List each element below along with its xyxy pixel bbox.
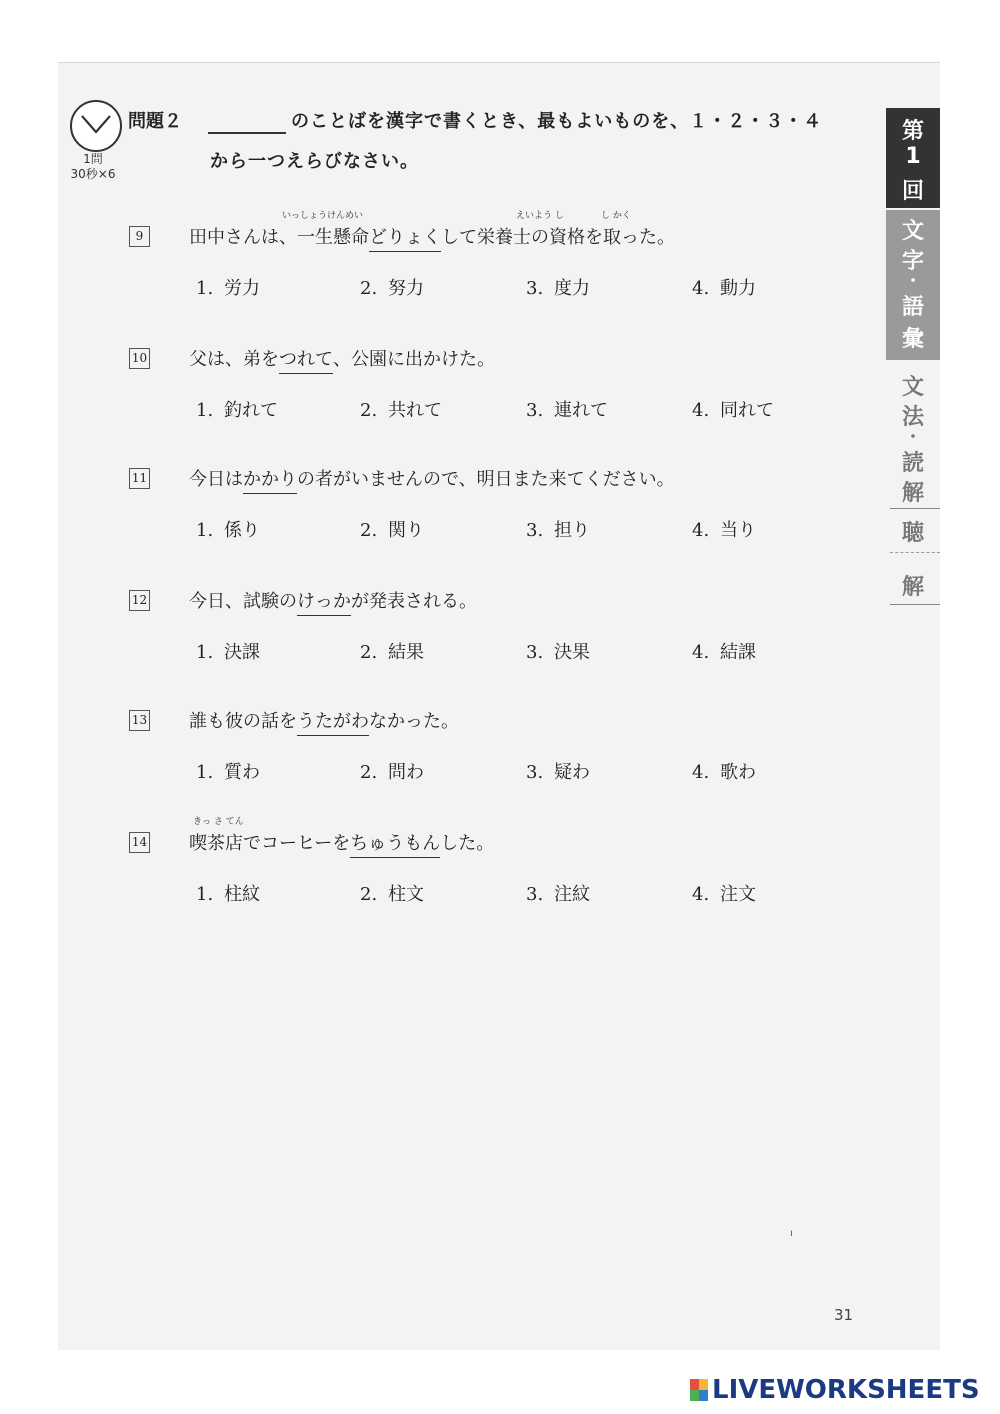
choice-number: 3. (526, 884, 544, 905)
choice-2[interactable] (360, 396, 442, 422)
choice-1[interactable] (196, 758, 260, 784)
brand-name: LIVEWORKSHEETS (712, 1375, 980, 1405)
stem-text: 喫茶店でコーヒーを (189, 833, 351, 854)
instruction-blank-line (208, 132, 286, 134)
choice-text: 注文 (720, 884, 756, 905)
logo-square (690, 1379, 699, 1390)
time-allowance-label (60, 152, 126, 182)
choice-text: 柱文 (388, 884, 424, 905)
tab-char: ・ (904, 427, 921, 446)
page-number: 31 (834, 1306, 854, 1324)
choice-4[interactable] (692, 880, 756, 906)
question-number: 13 (129, 710, 150, 731)
choice-text: 質わ (224, 762, 260, 783)
choice-number: 4. (692, 642, 710, 663)
choice-3[interactable] (526, 516, 590, 542)
tab-char: 文 (901, 219, 924, 244)
choice-text: 共れて (388, 400, 442, 421)
tab-char: 字 (901, 249, 924, 274)
liveworksheets-brand[interactable] (690, 1375, 980, 1405)
choice-number: 2. (360, 642, 378, 663)
question-number: 12 (129, 590, 150, 611)
liveworksheets-logo-icon (690, 1379, 708, 1401)
choice-3[interactable] (526, 758, 590, 784)
choice-text: 結課 (720, 642, 756, 663)
choice-number: 2. (360, 884, 378, 905)
tab-char: 回 (901, 179, 924, 204)
furigana: いっしょうけんめい (282, 211, 364, 221)
choice-number: 4. (692, 884, 710, 905)
choice-number: 1. (196, 400, 214, 421)
furigana: し かく (601, 211, 631, 221)
stem-text: 誰も彼の話を (189, 711, 297, 732)
choice-1[interactable] (196, 274, 260, 300)
choice-number: 4. (692, 400, 710, 421)
tab-char: ・ (904, 271, 921, 290)
stem-text: なかった。 (369, 711, 459, 732)
tab-char: 聴 (901, 521, 924, 546)
underlined-target-word: つれて (279, 345, 333, 374)
choice-text: 柱紋 (224, 884, 260, 905)
choice-2[interactable] (360, 274, 424, 300)
choice-number: 1. (196, 278, 214, 299)
stray-mark: ı (790, 1228, 793, 1239)
choice-number: 3. (526, 400, 544, 421)
choice-4[interactable] (692, 396, 774, 422)
stem-text: 、公園に出かけた。 (333, 349, 495, 370)
stem-text: が発表される。 (351, 591, 477, 612)
stem-text: 今日、試験の (189, 591, 297, 612)
choice-text: 問わ (388, 762, 424, 783)
choice-number: 3. (526, 762, 544, 783)
tab-char: 文 (901, 375, 924, 400)
tab-char: 1 (905, 144, 921, 169)
choice-text: 歌わ (720, 762, 756, 783)
choice-number: 3. (526, 278, 544, 299)
choice-number: 2. (360, 520, 378, 541)
tab-char: 彙 (901, 327, 924, 352)
choice-text: 連れて (554, 400, 608, 421)
timer-icon (70, 100, 122, 152)
underlined-target-word: どりょく (369, 223, 441, 252)
answer-choices (196, 638, 796, 664)
logo-square (699, 1379, 708, 1390)
choice-number: 3. (526, 520, 544, 541)
choice-4[interactable] (692, 638, 756, 664)
tab-char: 語 (901, 295, 924, 320)
choice-text: 疑わ (554, 762, 590, 783)
choice-text: 度力 (554, 278, 590, 299)
tab-divider (890, 552, 940, 553)
instruction-line-2: から一つえらびなさい。 (210, 151, 419, 172)
tab-char: 解 (901, 575, 924, 600)
logo-square (690, 1390, 699, 1401)
furigana: えいよう し (516, 211, 564, 221)
choice-text: 注紋 (554, 884, 590, 905)
furigana: きっ さ てん (193, 817, 244, 827)
choice-text: 結果 (388, 642, 424, 663)
choice-number: 4. (692, 520, 710, 541)
question-number: 9 (129, 226, 150, 247)
stem-text: 父は、弟を (189, 349, 279, 370)
tab-divider (890, 508, 940, 509)
choice-text: 関り (388, 520, 424, 541)
tab-char: 解 (901, 481, 924, 506)
choice-number: 2. (360, 278, 378, 299)
stem-text: した。 (440, 833, 495, 854)
choice-1[interactable] (196, 516, 260, 542)
choice-number: 2. (360, 400, 378, 421)
instruction-line-1: のことばを漢字で書くとき、最もよいものを、１・２・３・４ (291, 111, 823, 132)
logo-square (699, 1390, 708, 1401)
page-top-edge (58, 62, 940, 63)
choice-text: 当り (720, 520, 756, 541)
choice-number: 1. (196, 762, 214, 783)
stem-text: 今日は (189, 469, 243, 490)
choice-4[interactable] (692, 516, 756, 542)
question-stem (189, 829, 494, 858)
time-per-question: 1問 (83, 152, 103, 166)
answer-choices (196, 758, 796, 784)
time-total: 30秒×6 (70, 167, 116, 181)
tab-char: 法 (901, 405, 924, 430)
tab-divider (890, 604, 940, 605)
question-stem (189, 707, 459, 736)
choice-3[interactable] (526, 638, 590, 664)
choice-2[interactable] (360, 880, 424, 906)
question-number: 11 (129, 468, 150, 489)
question-stem (189, 465, 675, 494)
choice-4[interactable] (692, 274, 756, 300)
choice-3[interactable] (526, 880, 590, 906)
question-stem (189, 345, 495, 374)
choice-text: 同れて (720, 400, 774, 421)
choice-number: 4. (692, 762, 710, 783)
stem-text: 田中さんは、一生懸命 (189, 227, 369, 248)
stem-text: の者がいませんので、明日また来てください。 (297, 469, 675, 490)
choice-2[interactable] (360, 638, 424, 664)
choice-1[interactable] (196, 396, 278, 422)
choice-number: 2. (360, 762, 378, 783)
choice-3[interactable] (526, 396, 608, 422)
question-stem (189, 587, 477, 616)
problem-title: 問題２ (128, 111, 182, 132)
answer-choices (196, 274, 796, 300)
choice-text: 努力 (388, 278, 424, 299)
question-number: 14 (129, 832, 150, 853)
choice-2[interactable] (360, 516, 424, 542)
stem-text: して栄養士の資格を取った。 (441, 227, 675, 248)
question-number: 10 (129, 348, 150, 369)
underlined-target-word: うたがわ (297, 707, 369, 736)
choice-number: 1. (196, 520, 214, 541)
choice-1[interactable] (196, 638, 260, 664)
underlined-target-word: けっか (297, 587, 351, 616)
worksheet-page (58, 62, 940, 1350)
choice-text: 釣れて (224, 400, 278, 421)
choice-2[interactable] (360, 758, 424, 784)
tab-char: 第 (901, 119, 924, 144)
choice-text: 動力 (720, 278, 756, 299)
underlined-target-word: ちゅうもん (350, 829, 440, 858)
choice-text: 決課 (224, 642, 260, 663)
underlined-target-word: かかり (243, 465, 297, 494)
choice-1[interactable] (196, 880, 260, 906)
choice-number: 1. (196, 884, 214, 905)
choice-text: 担り (554, 520, 590, 541)
answer-choices (196, 880, 796, 906)
choice-text: 係り (224, 520, 260, 541)
tab-char: 読 (901, 451, 924, 476)
choice-number: 4. (692, 278, 710, 299)
choice-4[interactable] (692, 758, 756, 784)
choice-number: 1. (196, 642, 214, 663)
answer-choices (196, 516, 796, 542)
answer-choices (196, 396, 796, 422)
choice-number: 3. (526, 642, 544, 663)
choice-text: 労力 (224, 278, 260, 299)
question-stem (189, 223, 675, 252)
choice-3[interactable] (526, 274, 590, 300)
choice-text: 決果 (554, 642, 590, 663)
